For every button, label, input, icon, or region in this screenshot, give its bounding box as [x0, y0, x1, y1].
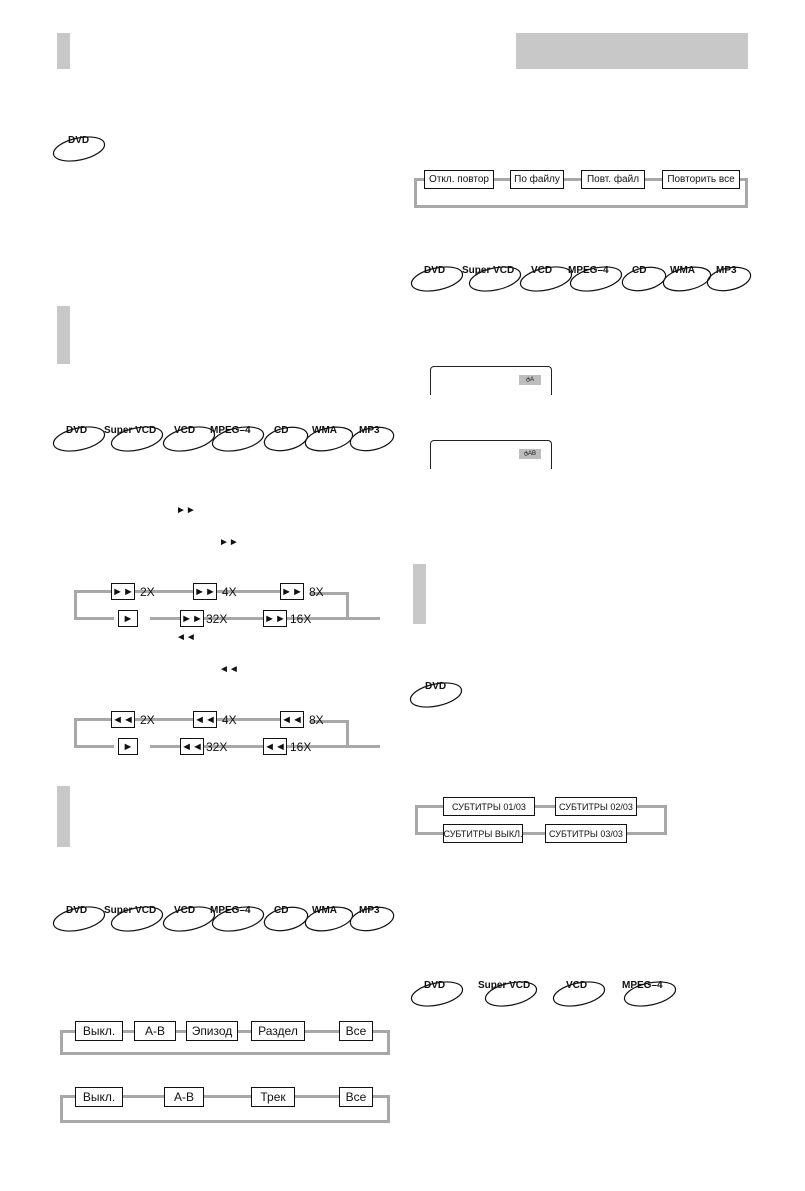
speed-label: 4X: [222, 713, 237, 727]
repeat-option: Трек: [251, 1087, 295, 1107]
mp3-logo: [348, 420, 398, 454]
subtitle-option: СУБТИТРЫ 02/03: [555, 797, 637, 816]
fast-reverse-icon: ◄◄: [280, 711, 304, 728]
section-bar-fast: [57, 306, 70, 364]
svg-text:DVD: DVD: [424, 265, 446, 276]
speed-label: 16X: [290, 612, 312, 626]
repeat-option: По файлу: [510, 170, 564, 189]
tv-screen: [430, 366, 552, 395]
speed-label: 32X: [206, 740, 228, 754]
dvd-logo: [52, 900, 108, 934]
svg-text:MP3: MP3: [716, 265, 737, 276]
play-icon: ►: [118, 610, 138, 627]
fast-forward-icon: ►►: [180, 610, 204, 627]
svg-text:VCD: VCD: [531, 265, 553, 276]
svg-text:MP3: MP3: [359, 425, 380, 436]
dvd-logo: [409, 676, 465, 710]
mpeg4-logo: [566, 260, 626, 294]
super-vcd-logo: [104, 900, 166, 934]
mpeg4-logo: [620, 975, 680, 1009]
svg-text:DVD: DVD: [424, 980, 446, 991]
tv-screen: [430, 440, 552, 469]
svg-text:DVD: DVD: [66, 905, 88, 916]
svg-text:VCD: VCD: [174, 905, 196, 916]
svg-text:MPEG–4: MPEG–4: [210, 425, 251, 436]
speed-label: 2X: [140, 713, 155, 727]
subtitle-option: СУБТИТРЫ 03/03: [545, 824, 627, 843]
fast-forward-icon: ►►: [111, 583, 135, 600]
dvd-logo: [52, 420, 108, 454]
fast-forward-icon: ►►: [263, 610, 287, 627]
svg-text:Super VCD: Super VCD: [478, 980, 531, 991]
fast-forward-icon: ►►: [176, 505, 196, 516]
dvd-logo: [410, 975, 466, 1009]
repeat-a-osd: ⥀ A: [519, 375, 541, 385]
repeat-option: Откл. повтор: [424, 170, 494, 189]
subtitle-option: СУБТИТРЫ ВЫКЛ.: [443, 824, 523, 843]
repeat-option: A-B: [164, 1087, 204, 1107]
svg-text:VCD: VCD: [174, 425, 196, 436]
svg-text:MPEG–4: MPEG–4: [568, 265, 609, 276]
fast-forward-icon: ►►: [193, 583, 217, 600]
svg-text:WMA: WMA: [312, 905, 337, 916]
repeat-option: Раздел: [251, 1021, 305, 1041]
section-bar-right-top: [516, 33, 748, 69]
mp3-logo: [705, 260, 755, 294]
svg-text:WMA: WMA: [312, 425, 337, 436]
dvd-label: DVD: [68, 135, 90, 146]
svg-text:CD: CD: [632, 265, 647, 276]
fast-reverse-icon: ◄◄: [219, 664, 239, 675]
section-bar-repeat: [57, 786, 70, 847]
vcd-logo: [552, 975, 608, 1009]
speed-label: 4X: [222, 585, 237, 599]
svg-text:Super VCD: Super VCD: [462, 265, 515, 276]
super-vcd-logo: [478, 975, 540, 1009]
speed-label: 16X: [290, 740, 312, 754]
repeat-option: Выкл.: [75, 1021, 123, 1041]
play-icon: ►: [118, 738, 138, 755]
svg-text:MP3: MP3: [359, 905, 380, 916]
super-vcd-logo: [104, 420, 166, 454]
repeat-option: Повторить все: [662, 170, 740, 189]
svg-text:DVD: DVD: [425, 681, 447, 692]
speed-label: 32X: [206, 612, 228, 626]
svg-text:CD: CD: [274, 425, 289, 436]
super-vcd-logo: [462, 260, 524, 294]
repeat-option: A-B: [134, 1021, 176, 1041]
repeat-option: Все: [339, 1087, 373, 1107]
dvd-logo: [410, 260, 466, 294]
section-bar-subtitle: [413, 564, 426, 624]
fast-forward-icon: ►►: [219, 537, 239, 548]
fast-reverse-icon: ◄◄: [193, 711, 217, 728]
fast-reverse-icon: ◄◄: [180, 738, 204, 755]
speed-label: 8X: [309, 713, 324, 727]
fast-reverse-icon: ◄◄: [176, 632, 196, 643]
mpeg4-logo: [208, 420, 268, 454]
svg-text:CD: CD: [274, 905, 289, 916]
mp3-logo: [348, 900, 398, 934]
svg-text:VCD: VCD: [566, 980, 588, 991]
fast-forward-icon: ►►: [280, 583, 304, 600]
svg-text:DVD: DVD: [66, 425, 88, 436]
fast-reverse-icon: ◄◄: [263, 738, 287, 755]
svg-text:Super VCD: Super VCD: [104, 425, 157, 436]
subtitle-option: СУБТИТРЫ 01/03: [443, 797, 535, 816]
fast-reverse-icon: ◄◄: [111, 711, 135, 728]
section-bar-left-top: [57, 33, 70, 69]
repeat-option: Эпизод: [186, 1021, 238, 1041]
mpeg4-logo: [208, 900, 268, 934]
repeat-option: Выкл.: [75, 1087, 123, 1107]
dvd-logo: [52, 130, 108, 164]
svg-text:MPEG–4: MPEG–4: [210, 905, 251, 916]
svg-text:Super VCD: Super VCD: [104, 905, 157, 916]
speed-label: 2X: [140, 585, 155, 599]
repeat-ab-osd: ⥀ AB: [519, 449, 541, 459]
svg-text:MPEG–4: MPEG–4: [622, 980, 663, 991]
speed-label: 8X: [309, 585, 324, 599]
repeat-option: Повт. файл: [581, 170, 645, 189]
repeat-option: Все: [339, 1021, 373, 1041]
svg-text:WMA: WMA: [670, 265, 695, 276]
